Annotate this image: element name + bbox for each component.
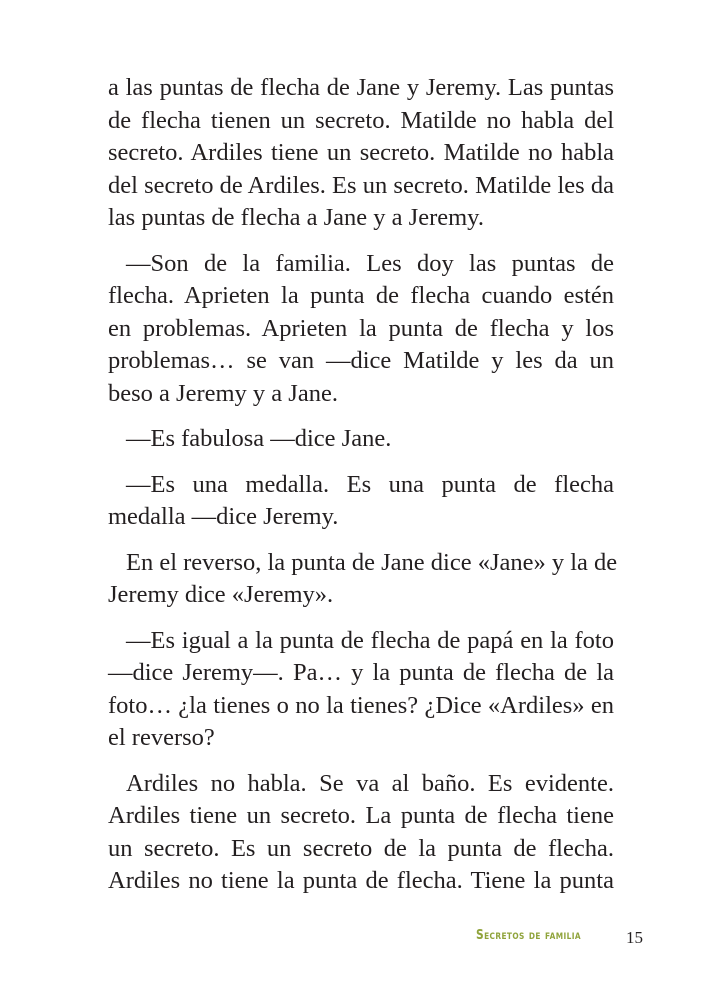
text-line: —Son de la familia. Les doy las puntas de (126, 249, 614, 277)
text-line: Ardiles tiene un secreto. La punta de flecha tiene (108, 802, 614, 829)
text-line: a las puntas de flecha de Jane y Jeremy. Las puntas (108, 74, 614, 101)
text-line: flecha. Aprieten la punta de flecha cuando estén (108, 282, 614, 309)
text-line: Jeremy dice «Jeremy». (108, 581, 334, 608)
paragraph (108, 423, 614, 456)
text-line: —Es una medalla. Es una punta de flecha (126, 470, 614, 498)
text-line: Ardiles no tiene la punta de flecha. Tiene la punta (108, 867, 614, 894)
paragraph (108, 72, 614, 235)
page-footer (476, 928, 643, 947)
text-line: En el reverso, la punta de Jane dice «Jane» y la de (126, 548, 618, 576)
text-line: Ardiles no habla. Se va al baño. Es evidente. (126, 769, 614, 797)
text-line: de flecha tienen un secreto. Matilde no habla del (108, 106, 614, 134)
paragraph (108, 547, 618, 612)
text-line: del secreto de Ardiles. Es un secreto. Matilde les da (108, 171, 614, 199)
running-title: Secretos de familia (476, 928, 582, 943)
text-line: el reverso? (108, 724, 215, 751)
paragraph (108, 248, 614, 411)
text-line: —Es igual a la punta de flecha de papá en la foto (126, 626, 614, 654)
text-line: medalla —dice Jeremy. (108, 503, 339, 530)
paragraph (108, 625, 614, 755)
paragraph (108, 469, 614, 534)
page-number: 15 (626, 928, 643, 947)
text-line: las puntas de flecha a Jane y a Jeremy. (108, 204, 484, 231)
text-line: beso a Jeremy y a Jane. (108, 379, 338, 407)
body-text (108, 72, 618, 911)
text-line: problemas… se van —dice Matilde y les da un (108, 347, 614, 374)
text-line: un secreto. Es un secreto de la punta de flecha. (108, 834, 614, 862)
text-line: —Es fabulosa —dice Jane. (126, 425, 392, 452)
text-line: foto… ¿la tienes o no la tienes? ¿Dice «Ardiles» en (108, 691, 614, 719)
paragraph (108, 768, 614, 898)
text-line: secreto. Ardiles tiene un secreto. Matilde no habla (108, 139, 614, 166)
text-line: en problemas. Aprieten la punta de flecha y los (108, 314, 614, 342)
text-line: —dice Jeremy—. Pa… y la punta de flecha de la (108, 659, 614, 686)
